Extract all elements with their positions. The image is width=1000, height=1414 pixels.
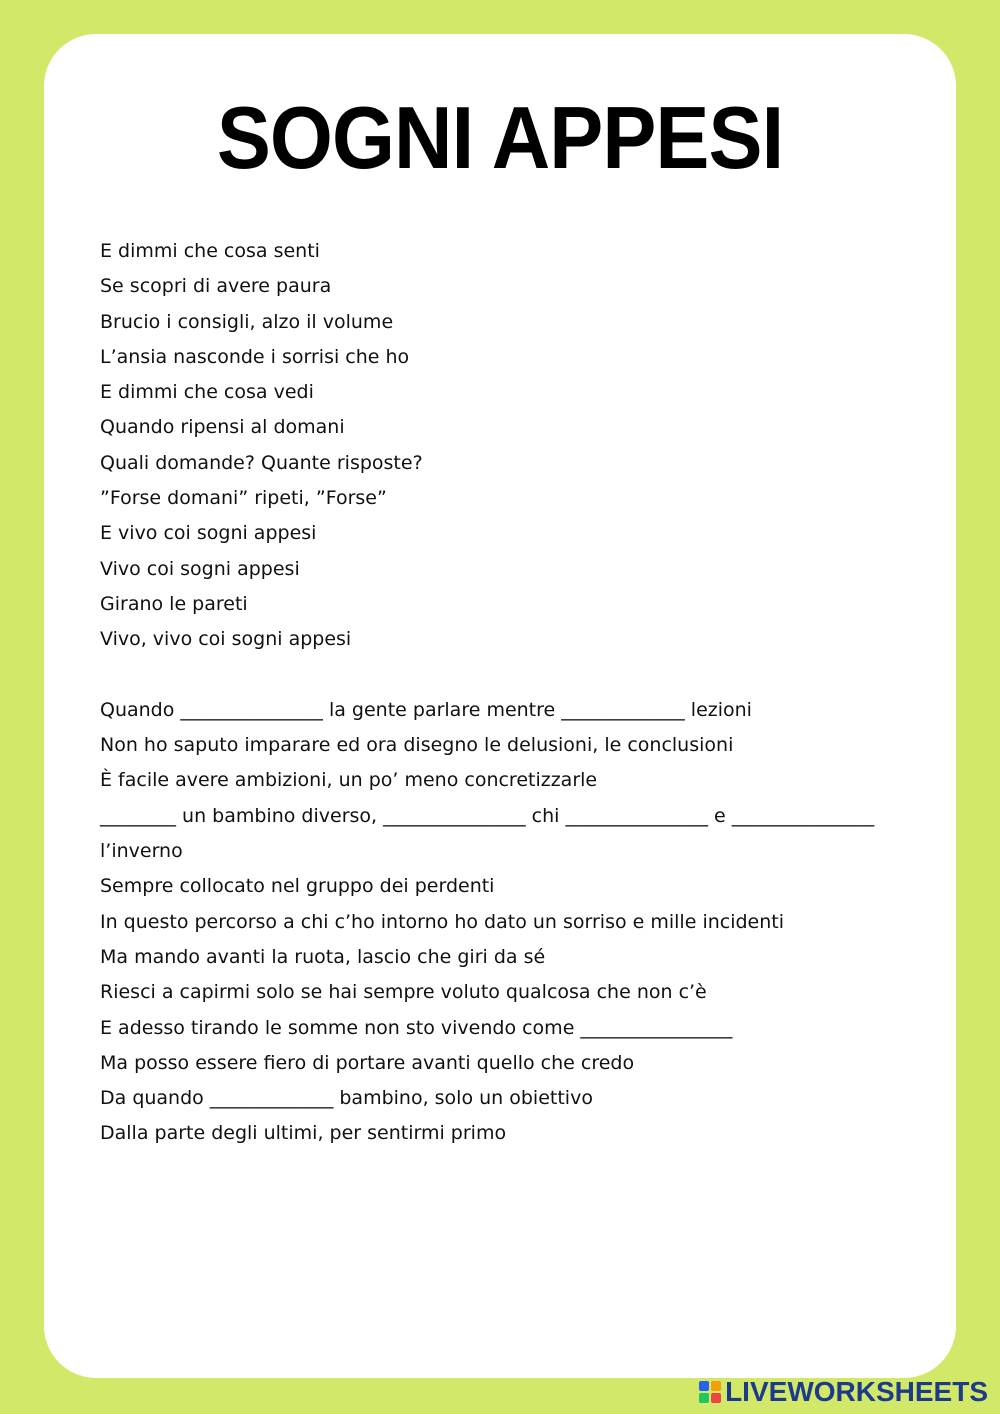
lyric-line: Ma posso essere fiero di portare avanti quello che credo	[100, 1051, 635, 1074]
lyric-line: Quali domande? Quante risposte?	[100, 451, 423, 474]
fill-blank-line[interactable]: Da quando _____________ bambino, solo un obiettivo	[100, 1087, 593, 1110]
lyric-line: Sempre collocato nel gruppo dei perdenti	[100, 875, 495, 898]
lyric-line: E dimmi che cosa vedi	[100, 381, 314, 404]
lyric-line: Brucio i consigli, alzo il volume	[100, 310, 394, 333]
fill-blank-line[interactable]: ________ un bambino diverso, _______________ chi _______________ e _______________	[100, 804, 875, 827]
page-title: SOGNI APPESI	[216, 88, 784, 187]
lyric-line: ”Forse domani” ripeti, ”Forse”	[100, 487, 387, 510]
liveworksheets-logo-icon	[699, 1381, 721, 1403]
lyric-line: E vivo coi sogni appesi	[100, 522, 317, 545]
verse-gap	[100, 658, 940, 693]
logo-text: LIVEWORKSHEETS	[725, 1376, 988, 1407]
liveworksheets-logo[interactable]	[699, 1376, 988, 1408]
lyric-line: Ma mando avanti la ruota, lascio che giri da sé	[100, 945, 546, 968]
lyric-line: È facile avere ambizioni, un po’ meno concretizzarle	[100, 769, 598, 792]
lyric-line: Dalla parte degli ultimi, per sentirmi primo	[100, 1122, 507, 1145]
lyric-line: In questo percorso a chi c’ho intorno ho dato un sorriso e mille incidenti	[100, 910, 785, 933]
fill-blank-line[interactable]: E adesso tirando le somme non sto vivendo come ________________	[100, 1016, 733, 1039]
lyric-line: E dimmi che cosa senti	[100, 240, 320, 262]
lyric-line: Vivo coi sogni appesi	[100, 557, 300, 580]
lyric-line: Non ho saputo imparare ed ora disegno le delusioni, le conclusioni	[100, 734, 734, 757]
lyric-line: Vivo, vivo coi sogni appesi	[100, 628, 352, 651]
lyric-line: l’inverno	[100, 840, 183, 863]
lyric-line: L’ansia nasconde i sorrisi che ho	[100, 345, 410, 368]
lyric-line: Girano le pareti	[100, 592, 248, 615]
lyric-line: Quando ripensi al domani	[100, 416, 345, 439]
fill-blank-line[interactable]: Quando _______________ la gente parlare mentre _____________ lezioni	[100, 698, 752, 721]
lyric-line: Se scopri di avere paura	[100, 275, 332, 298]
lyric-line: Riesci a capirmi solo se hai sempre voluto qualcosa che non c’è	[100, 981, 707, 1004]
lyrics-list	[100, 234, 940, 1152]
